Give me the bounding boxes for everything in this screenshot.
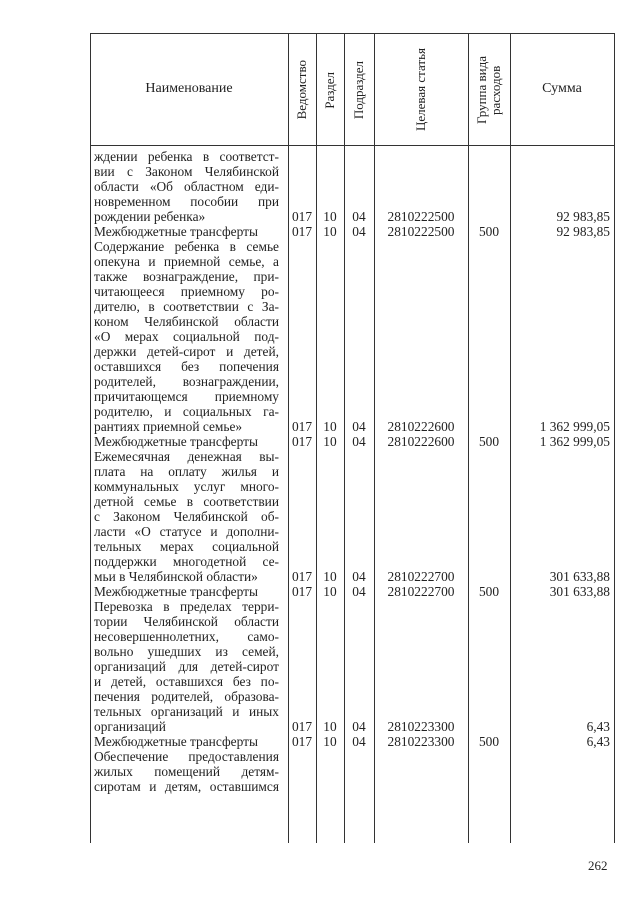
table-row: [90, 404, 614, 419]
table-row: [90, 149, 614, 164]
row-name-text: тельных мерах социальной: [94, 539, 279, 554]
header-vedomstvo: Ведомство: [294, 60, 309, 120]
cell-p: 04: [352, 584, 366, 599]
table-row: [90, 329, 614, 344]
row-name-text: опекуна и приемной семье, а: [94, 254, 279, 269]
cell-c: 2810222700: [387, 569, 455, 584]
header-sum: Сумма: [542, 81, 582, 96]
row-name-text: плата на оплату жилья и: [94, 464, 279, 479]
table-row: [90, 269, 614, 284]
row-name-text: рантиях приемной семье»: [94, 419, 243, 434]
row-name-text: «О мерах социальной под-: [94, 329, 279, 344]
table-row: [90, 224, 614, 239]
cell-sum: 1 362 999,05: [539, 419, 610, 434]
table-row: [90, 569, 614, 584]
table-row: [90, 779, 614, 794]
row-name-text: организаций для детей-сирот: [94, 659, 279, 674]
row-name-text: Содержание ребенка в семье: [94, 239, 279, 254]
table-row: [90, 179, 614, 194]
cell-c: 2810222600: [387, 434, 455, 449]
cell-r: 10: [323, 719, 337, 734]
cell-sum: 301 633,88: [549, 569, 610, 584]
row-name-text: и детей, оставшихся без по-: [94, 674, 279, 689]
table-row: [90, 539, 614, 554]
row-name-text: поддержки многодетной се-: [94, 554, 279, 569]
cell-v: 017: [291, 584, 313, 599]
table-row: [90, 689, 614, 704]
table-row: [90, 704, 614, 719]
row-name-text: коммунальных услуг много-: [94, 479, 279, 494]
header-bottom-border: [90, 145, 614, 146]
table-row: [90, 344, 614, 359]
row-name-text: вольно ушедших из семей,: [94, 644, 279, 659]
table-row: [90, 629, 614, 644]
row-name-text: родителю, и социальных га-: [94, 404, 279, 419]
row-name-text: организаций: [94, 719, 166, 734]
table-row: [90, 644, 614, 659]
page-number: 262: [588, 858, 608, 873]
header-target: Целевая статья: [413, 48, 428, 132]
cell-v: 017: [291, 734, 313, 749]
cell-sum: 92 983,85: [556, 209, 610, 224]
row-name-text: тории Челябинской области: [94, 614, 279, 629]
row-name-text: несовершеннолетних, само-: [94, 629, 279, 644]
row-name-text: новременном пособии при: [94, 194, 279, 209]
header-group: Группа вида расходов: [474, 56, 503, 124]
table-row: [90, 479, 614, 494]
cell-r: 10: [323, 569, 337, 584]
cell-c: 2810222500: [387, 209, 455, 224]
cell-c: 2810223300: [387, 719, 455, 734]
table-row: [90, 659, 614, 674]
table-row: [90, 764, 614, 779]
row-name-text: тельных организаций и иных: [94, 704, 279, 719]
cell-sum: 301 633,88: [549, 584, 610, 599]
row-name-text: дителю, в соответствии с За-: [94, 299, 279, 314]
cell-g: 500: [478, 224, 500, 239]
row-name-text: детной семье в соответствии: [94, 494, 279, 509]
row-name-text: Обеспечение предоставления: [94, 749, 279, 764]
cell-sum: 92 983,85: [556, 224, 610, 239]
row-name-text: оставшихся без попечения: [94, 359, 279, 374]
table-row: [90, 449, 614, 464]
cell-p: 04: [352, 209, 366, 224]
table-row: [90, 734, 614, 749]
table-row: [90, 284, 614, 299]
table-row: [90, 374, 614, 389]
row-name-text: ждении ребенка в соответст-: [94, 149, 279, 164]
table-row: [90, 239, 614, 254]
header-name: Наименование: [145, 81, 233, 96]
table-row: [90, 554, 614, 569]
cell-v: 017: [291, 719, 313, 734]
row-name-text: мьи в Челябинской области»: [94, 569, 258, 584]
row-name-text: жилых помещений детям-: [94, 764, 279, 779]
row-name-text: причитающемся приемному: [94, 389, 279, 404]
table-row: [90, 359, 614, 374]
cell-r: 10: [323, 224, 337, 239]
table-row: [90, 434, 614, 449]
cell-r: 10: [323, 434, 337, 449]
cell-r: 10: [323, 734, 337, 749]
cell-v: 017: [291, 224, 313, 239]
table-row: [90, 584, 614, 599]
cell-sum: 1 362 999,05: [539, 434, 610, 449]
table-row: [90, 674, 614, 689]
cell-c: 2810222600: [387, 419, 455, 434]
cell-r: 10: [323, 584, 337, 599]
cell-v: 017: [291, 419, 313, 434]
table-row: [90, 389, 614, 404]
row-name-text: Межбюджетные трансферты: [94, 734, 258, 749]
cell-sum: 6,43: [586, 734, 610, 749]
row-name-text: Межбюджетные трансферты: [94, 584, 258, 599]
row-name-text: вии с Законом Челябинской: [94, 164, 279, 179]
row-name-text: Межбюджетные трансферты: [94, 224, 258, 239]
table-row: [90, 719, 614, 734]
cell-g: 500: [478, 434, 500, 449]
cell-p: 04: [352, 719, 366, 734]
table-row: [90, 194, 614, 209]
table-row: [90, 254, 614, 269]
row-name-text: Ежемесячная денежная вы-: [94, 449, 279, 464]
table-row: [90, 209, 614, 224]
row-name-text: ласти «О статусе и дополни-: [94, 524, 279, 539]
cell-c: 2810223300: [387, 734, 455, 749]
table-row: [90, 299, 614, 314]
table-row: [90, 464, 614, 479]
table-row: [90, 524, 614, 539]
row-name-text: родителей, вознаграждении,: [94, 374, 279, 389]
cell-p: 04: [352, 434, 366, 449]
table-row: [90, 599, 614, 614]
table-row: [90, 749, 614, 764]
header-podrazdel: Подраздел: [351, 60, 366, 120]
table-row: [90, 314, 614, 329]
row-name-text: также вознаграждение, при-: [94, 269, 279, 284]
table-row: [90, 614, 614, 629]
row-name-text: Межбюджетные трансферты: [94, 434, 258, 449]
col-border-right: [614, 33, 615, 843]
row-name-text: держки детей-сирот и детей,: [94, 344, 279, 359]
cell-v: 017: [291, 569, 313, 584]
row-name-text: области «Об областном еди-: [94, 179, 279, 194]
cell-v: 017: [291, 434, 313, 449]
table-row: [90, 419, 614, 434]
cell-g: 500: [478, 584, 500, 599]
budget-table: [90, 33, 614, 843]
cell-p: 04: [352, 569, 366, 584]
cell-r: 10: [323, 209, 337, 224]
cell-c: 2810222500: [387, 224, 455, 239]
row-name-text: читающееся приемному ро-: [94, 284, 279, 299]
row-name-text: сиротам и детям, оставшимся: [94, 779, 279, 794]
row-name-text: рождении ребенка»: [94, 209, 206, 224]
cell-c: 2810222700: [387, 584, 455, 599]
cell-g: 500: [478, 734, 500, 749]
cell-r: 10: [323, 419, 337, 434]
table-row: [90, 509, 614, 524]
header-razdel: Раздел: [322, 71, 337, 109]
row-name-text: коном Челябинской области: [94, 314, 279, 329]
row-name-text: печения родителей, образова-: [94, 689, 279, 704]
cell-p: 04: [352, 734, 366, 749]
cell-p: 04: [352, 419, 366, 434]
row-name-text: Перевозка в пределах терри-: [94, 599, 279, 614]
cell-sum: 6,43: [586, 719, 610, 734]
row-name-text: с Законом Челябинской об-: [94, 509, 279, 524]
cell-v: 017: [291, 209, 313, 224]
table-row: [90, 494, 614, 509]
cell-p: 04: [352, 224, 366, 239]
table-row: [90, 164, 614, 179]
